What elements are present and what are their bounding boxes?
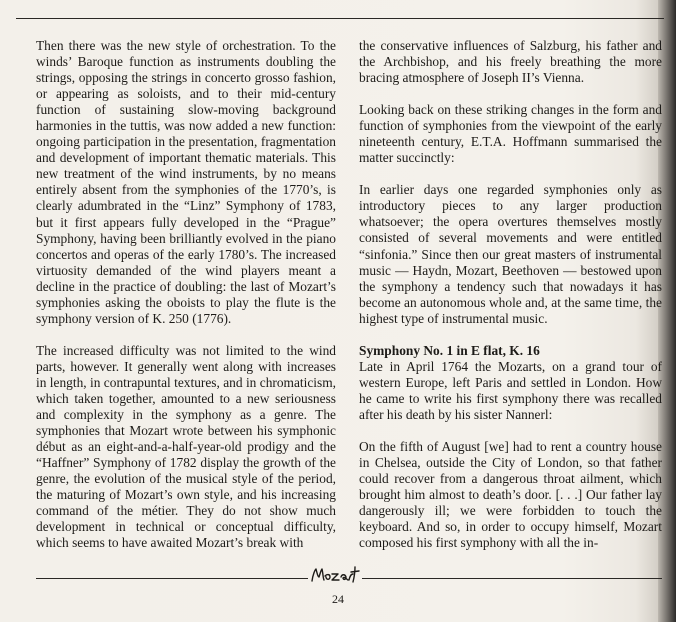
paragraph-orchestration: Then there was the new style of orchestration. To the winds’ Baroque function as instruments doubling the strings, opposing the strings in concerto grosso fashion, or appearing as soloists, and to their mid-century function of sustaining slow-moving background harmonies in the tuttis, was now added a new function: ongoing participation in the presentation, fragmentation and development of important thematic materials. This new treatment of the wind instruments, by no means entirely absent from the symphonies of the 1770’s, is clearly adumbrated in the “Linz” Symphony of 1783, but it first appears fully developed in the “Prague” Symphony, having been brilliantly evolved in the piano concertos and operas of the early 1780’s. The increased virtuosity demanded of the wind players meant a decline in the practice of doubling: the last of Mozart’s symphonies asking the oboists to play the flute is the symphony version of K. 250 (1776).	[36, 38, 336, 326]
paragraph-hoffmann-intro: Looking back on these striking changes in the form and function of symphonies from the viewpoint of the early nineteenth century, E.T.A. Hoffmann summarised the matter succinctly:	[359, 102, 662, 166]
right-column	[359, 38, 662, 551]
nannerl-quote: On the fifth of August [we] had to rent a country house in Chelsea, outside the City of London, so that father could recover from a dangerous throat ailment, which brought him almost to death’s door. [. . .] Our father lay dangerously ill; we were forbidden to touch the keyboard. And so, in order to occupy himself, Mozart composed his first symphony with all the in-	[359, 438, 662, 551]
section-heading: Symphony No. 1 in E flat, K. 16	[359, 342, 540, 358]
mozart-signature-logo	[308, 562, 362, 588]
hoffmann-quote: In earlier days one regarded symphonies only as introductory pieces to any larger production whatsoever; the opera overtures themselves mostly consisted of several movements and were entitled “sinfonia.” Since then our great masters of instrumental music — Haydn, Mozart, Beethoven — bestowed upon the symphony a tendency such that nowadays it has become an autonomous whole and, at the same time, the highest type of instrumental music.	[359, 182, 662, 326]
page-number: 24	[332, 592, 344, 606]
bottom-rule-right	[362, 578, 662, 579]
paragraph-difficulty: The increased difficulty was not limited to the wind parts, however. It generally went along with increases in length, in contrapuntal textures, and in chromaticism, which taken together, amounted to a new seriousness and complexity in the symphony as a genre. The symphonies that Mozart wrote between his symphonic début as an eight-and-a-half-year-old prodigy and the “Haffner” Symphony of 1782 display the growth of the genre, the evolution of the musical style of the period, the maturing of Mozart’s own style, and his increasing command of the métier. They do not show much development in technical or conceptual difficulty, which seems to have awaited Mozart’s break with	[36, 342, 336, 551]
top-rule	[16, 18, 664, 19]
paragraph-london: Late in April 1764 the Mozarts, on a grand tour of western Europe, left Paris and settled in London. How he came to write his first symphony there was recalled after his death by his sister Nannerl:	[359, 358, 662, 422]
paragraph-salzburg: the conservative influences of Salzburg, his father and the Archbishop, and his freely breathing the more bracing atmosphere of Joseph II’s Vienna.	[359, 38, 662, 86]
left-column	[36, 38, 336, 551]
bottom-rule-left	[36, 578, 308, 579]
